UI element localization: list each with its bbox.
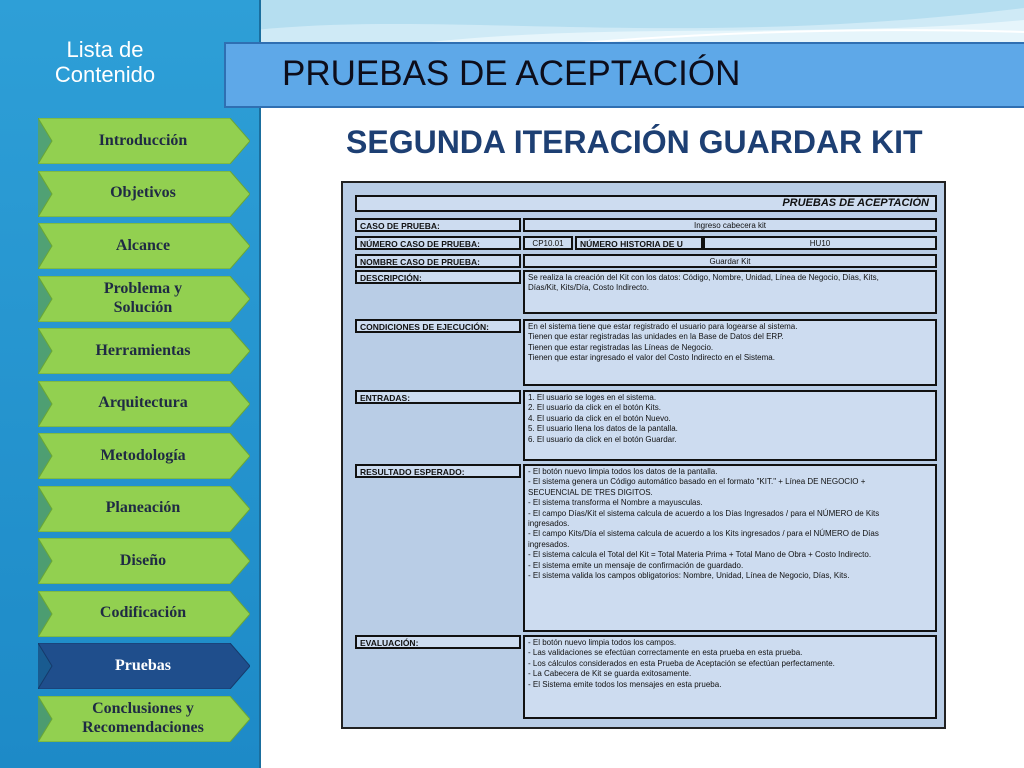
sidebar-item-codificacion[interactable]	[38, 591, 250, 637]
sidebar-item-problema[interactable]	[38, 276, 250, 322]
numero-caso-label: NÚMERO CASO DE PRUEBA:	[355, 236, 521, 250]
sidebar-item-alcance[interactable]	[38, 223, 250, 269]
evaluacion-label: EVALUACIÓN:	[355, 635, 521, 649]
sidebar-item-planeacion[interactable]	[38, 486, 250, 532]
sidebar-item-label: Diseño	[119, 551, 167, 569]
sidebar-item-label: Alcance	[115, 236, 171, 254]
sidebar-item-label: Introducción	[98, 131, 188, 149]
historia-value: HU10	[703, 236, 937, 250]
entradas-value: 1. El usuario se loges en el sistema. 2. El usuario da click en el botón Kits. 4. El usuario da click en el botón Nuevo. 5. El usuario llena los datos de la pantalla. 6. El usuario da click en el botón Guardar.	[523, 390, 937, 461]
background-waves	[255, 0, 1024, 45]
sidebar-title: Lista de Contenido	[54, 37, 156, 87]
sidebar-item-arquitectura[interactable]	[38, 381, 250, 427]
sidebar-item-label: Arquitectura	[98, 394, 188, 412]
caso-label: CASO DE PRUEBA:	[355, 218, 521, 232]
sidebar-item-introduccion[interactable]	[38, 118, 250, 164]
header-bar	[224, 42, 1024, 108]
caso-value: Ingreso cabecera kit	[523, 218, 937, 232]
sheet-title: PRUEBAS DE ACEPTACIÓN	[355, 195, 937, 212]
sidebar-item-label: Metodología	[100, 446, 186, 464]
sidebar-item-label: Herramientas	[95, 341, 191, 359]
acceptance-test-sheet	[341, 181, 946, 729]
resultado-label: RESULTADO ESPERADO:	[355, 464, 521, 478]
descripcion-value: Se realiza la creación del Kit con los datos: Código, Nombre, Unidad, Línea de Negocio, Días, Kits, Días/Kit, Kits/Día, Costo Indirecto.	[523, 270, 937, 314]
resultado-value: - El botón nuevo limpia todos los datos de la pantalla. - El sistema genera un Código automático basado en el formato "KIT." + Línea DE NEGOCIO + SECUENCIAL DE TRES DIGITOS. - El sistema transforma el Nombre a mayusculas. - El campo Días/Kit el sistema calcula de acuerdo a los Días Ingresados / para el NÚMERO de Kits ingresados. - El campo Kits/Día el sistema calcula de acuerdo a los Kits ingresados / para el NÚMERO de Días ingresados. - El sistema calcula el Total del Kit = Total Materia Prima + Total Mano de Obra + Costo Indirecto. - El sistema emite un mensaje de confirmación de guardado. - El sistema valida los campos obligatorios: Nombre, Unidad, Línea de Negocio, Días, Kits.	[523, 464, 937, 632]
evaluacion-value: - El botón nuevo limpia todos los campos. - Las validaciones se efectúan correctamente en esta prueba en esta prueba. - Los cálculos considerados en esta Prueba de Aceptación se efectúan perfectamente. - La Cabecera de Kit se guarda exitosamente. - El Sistema emite todos los mensajes en esta prueba.	[523, 635, 937, 719]
condiciones-value: En el sistema tiene que estar registrado el usuario para logearse al sistema. Tienen que estar registradas las unidades en la Base de Datos del ERP. Tienen que estar registradas las Líneas de Negocio. Tienen que estar ingresado el valor del Costo Indirecto en el Sistema.	[523, 319, 937, 386]
historia-label: NÚMERO HISTORIA DE U	[575, 236, 703, 250]
sidebar-item-label: Objetivos	[110, 184, 176, 202]
nombre-caso-label: NOMBRE CASO DE PRUEBA:	[355, 254, 521, 268]
page-title: PRUEBAS DE ACEPTACIÓN	[282, 54, 741, 93]
sidebar-item-conclusiones[interactable]	[38, 696, 250, 742]
sidebar-item-label: Conclusiones y Recomendaciones	[82, 700, 204, 736]
sidebar	[0, 0, 261, 768]
sidebar-item-objetivos[interactable]	[38, 171, 250, 217]
sidebar-item-label: Codificación	[99, 604, 187, 622]
entradas-label: ENTRADAS:	[355, 390, 521, 404]
sidebar-item-metodologia[interactable]	[38, 433, 250, 479]
numero-caso-value: CP10.01	[523, 236, 573, 250]
descripcion-label: DESCRIPCIÓN:	[355, 270, 521, 284]
nombre-caso-value: Guardar Kit	[523, 254, 937, 268]
sidebar-item-diseno[interactable]	[38, 538, 250, 584]
sidebar-item-label: Problema y Solución	[103, 280, 183, 316]
condiciones-label: CONDICIONES DE EJECUCIÓN:	[355, 319, 521, 333]
sidebar-item-herramientas[interactable]	[38, 328, 250, 374]
slide-subtitle: SEGUNDA ITERACIÓN GUARDAR KIT	[346, 124, 923, 160]
sidebar-item-label: Planeación	[105, 499, 181, 517]
sidebar-item-label: Pruebas	[115, 656, 171, 674]
sidebar-item-pruebas[interactable]	[38, 643, 250, 689]
